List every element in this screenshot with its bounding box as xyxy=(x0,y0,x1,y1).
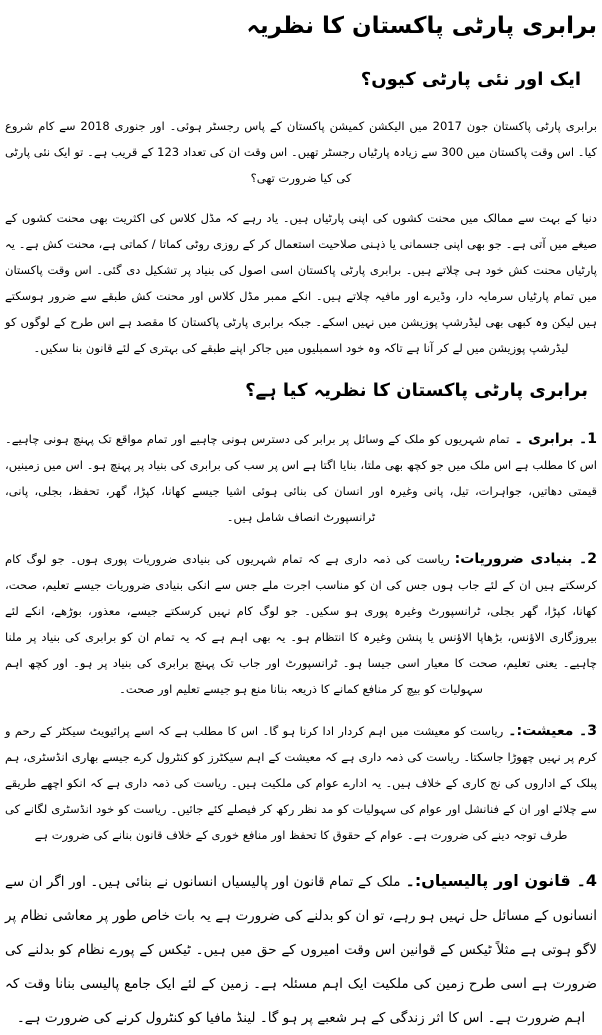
point-economy xyxy=(5,718,597,848)
paragraph-party-registration: برابری پارٹی پاکستان جون 2017 میں الیکشن کمیشن پاکستان کے پاس رجسٹر ہوئی۔ اور جنوری 2018 سے کام شروع کیا۔ اس وقت پاکستان میں 300 سے زیادہ پارٹیاں رجسٹر تھیں۔ اس وقت ان کی تعداد 123 کے قریب ہے۔ تو ایک نئی پارٹی کی کیا ضرورت تھی؟ xyxy=(5,119,597,186)
point-law-policies-text: ملک کے تمام قانون اور پالیسیاں انسانوں نے بنائی ہیں۔ اور اگر ان سے انسانوں کے مسائل حل نہیں ہو رہے، تو ان کو بدلنے کی ضرورت ہے یہ بات خاص طور پر معاشی نظام پر لاگو ہوتی ہے مثلاً ٹیکس کے قوانین اس وقت امیروں کے حق میں ہیں۔ ٹیکس کے پورے نظام کو بدلنے کی ضرورت ہے اسی طرح زمین کی ملکیت ایک اہم مسئلہ ہے۔ زمین کے لئے ایک جامع پالیسی بنانا وقت کہ اہم ضرورت ہے۔ اس کا اثر زندگی کے ہر شعبے پر ہو گا۔ لینڈ مافیا کو کنٹرول کرنے کی ضرورت ہے۔ xyxy=(5,874,597,1027)
point-basic-needs xyxy=(5,546,597,702)
point-economy-label: 3۔ معیشت:۔ xyxy=(508,723,597,740)
document-title: برابری پارٹی پاکستان کا نظریہ xyxy=(246,13,597,39)
heading-why-new-party: ایک اور نئی پارٹی کیوں؟ xyxy=(360,69,581,91)
point-law-policies-label: 4۔ قانون اور پالیسیاں:۔ xyxy=(405,871,597,891)
point-equality xyxy=(5,426,597,530)
point-equality-label: 1۔ برابری ۔ xyxy=(514,431,597,448)
point-equality-text: تمام شہریوں کو ملک کے وسائل پر برابر کی دسترس ہونی چاہیے اور تمام مواقع تک پہنچ ہونی چاہیے۔ اس کا مطلب ہے اس ملک میں جو کچھ بھی ملتا، بنایا اگتا ہے اس پر سب کی برابری کی بنیاد پر پہنچ ہو۔ اس میں زمینیں، قیمتی دھاتیں، جواہرات، تیل، پانی وغیرہ اور انسان کی بنائی ہوئی اشیا جیسے کھانا، کپڑا، گھر، تحفظ، بجلی، پانی، ٹرانسپورٹ انصاف شامل ہیں۔ xyxy=(5,432,597,525)
heading-ideology-question: برابری پارٹی پاکستان کا نظریہ کیا ہے؟ xyxy=(245,380,588,402)
point-basic-needs-label: 2۔ بنیادی ضروریات: xyxy=(454,551,597,568)
paragraph-workers-parties: دنیا کے بہت سے ممالک میں محنت کشوں کی اپنی پارٹیاں ہیں۔ یاد رہے کہ مڈل کلاس کی اکثریت بھی محنت کشوں کے صیغے میں آتی ہے۔ جو بھی اپنی جسمانی یا ذہنی صلاحیت استعمال کر کے روزی روٹی کماتا / کماتی ہے، محنت کش ہے۔ یہ پارٹیاں محنت کش خود ہی چلاتے ہیں۔ برابری پارٹی پاکستان اسی اصول کی بنیاد پر تشکیل دی گئی۔ اس وقت پاکستان میں تمام پارٹیاں سرمایہ دار، وڈیرے اور مافیہ چلاتے ہیں۔ انکے ممبر مڈل کلاس اور محنت کش طبقے سے ضرور ہوسکتے ہیں لیکن وہ کبھی بھی لیڈرشپ پوزیشن میں نہیں اسکے۔ جبکہ برابری پارٹی پاکستان کا مقصد ہے اس طرح کے لوگوں کو لیڈرشپ پوزیشن میں لے کر آنا ہے تاکہ وہ خود اسمبلیوں میں جاکر اپنے طبقے کی بہتری کے لئے قانون بنا سکیں۔ xyxy=(5,211,597,356)
point-economy-text: ریاست کو معیشت میں اہم کردار ادا کرنا ہو گا۔ اس کا مطلب ہے کہ اسے پرائیویٹ سیکٹر کے رحم و کرم پر نہیں چھوڑا جاسکتا۔ ریاست کی ذمہ داری ہے کہ معیشت کے اہم سیکٹرز کو کنٹرول کرے جیسے بھاری انڈسٹری، ہم پبلک کے اداروں کی نج کاری کے خلاف ہیں۔ یہ ادارے عوام کی ملکیت ہیں۔ ریاست کی ذمہ داری ہے کہ انکو اچھے طریقے سے چلائے اور ان کے فنانشل اور عوام کی سہولیات کو مد نظر رکھ کر فیصلے کئے جائیں۔ ریاست کو خود انڈسٹری لگانے کی طرف توجہ دینے کی ضرورت ہے۔ عوام کے حقوق کا تحفظ اور منافع خوری کے خلاف قانون بنانے کی ضرورت ہے xyxy=(5,724,597,843)
point-law-policies xyxy=(5,864,597,1035)
point-basic-needs-text: ریاست کی ذمہ داری ہے کہ تمام شہریوں کی بنیادی ضروریات پوری ہوں۔ جو لوگ کام کرسکتے ہیں ان کے لئے جاب ہوں جس کی ان کو مناسب اجرت ملے جس سے انکی بنیادی ضروریات جیسے تعلیم، صحت، کھانا، کپڑا، گھر بجلی، ٹرانسپورٹ وغیرہ پوری ہو سکیں۔ جو لوگ کام نہیں کرسکتے جیسے، معذور، بوڑھے، انکے لئے بیروزگاری الاؤنس، بڑھاپا الاؤنس یا پنشن وغیرہ کا انتظام ہو۔ یہ بھی اہم ہے کہ یہ تمام ان کو برابری کی بنیاد پر ملنا چاہیے۔ یعنی تعلیم، صحت کا معیار اسی جیسا ہو۔ ٹرانسپورٹ اور جاب تک پہنچ برابری کی بنیاد پر ہو۔ اور کچھ اہم سہولیات کو بیچ کر منافع کمانے کا ذریعہ بنانا منع ہو جیسے تعلیم اور صحت۔ xyxy=(5,552,597,697)
